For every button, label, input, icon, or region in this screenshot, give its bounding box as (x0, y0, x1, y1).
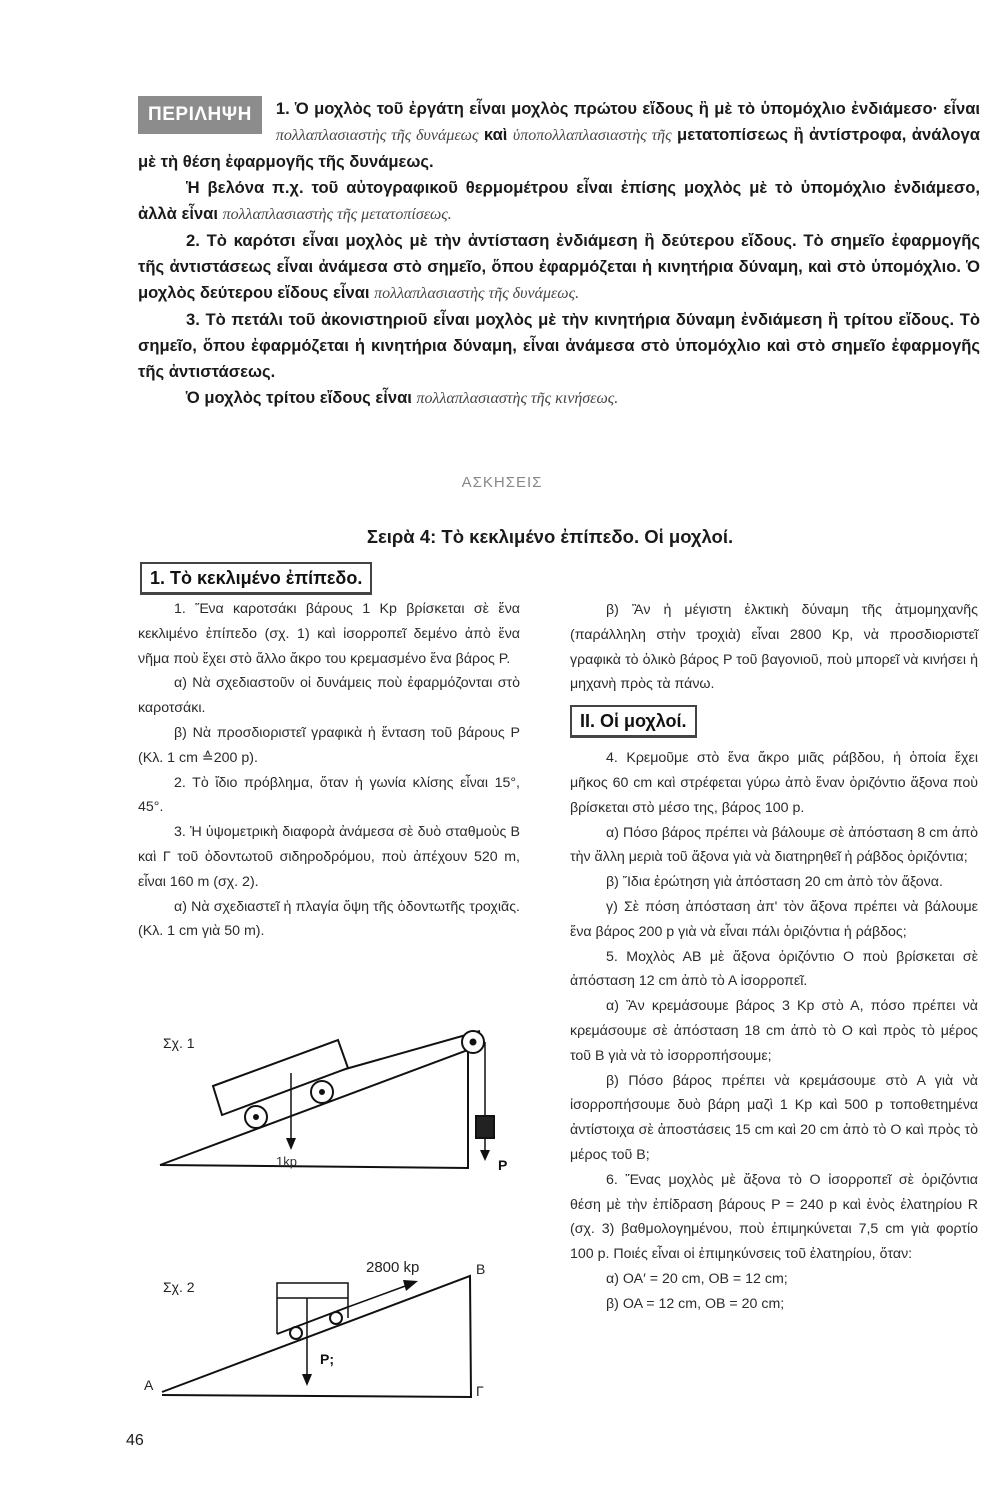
figure-2 (144, 1259, 485, 1399)
exercise-paragraph: α) Νὰ σχεδιαστοῦν οἱ δυνάμεις ποὺ ἐφαρμόζονται στὸ καροτσάκι. (138, 675, 520, 717)
exercise-paragraph: α) Ἂν κρεμάσουμε βάρος 3 Kp στὸ Α, πόσο πρέπει νὰ κρεμάσουμε σὲ ἀπόσταση 18 cm ἀπὸ τὸ Ο καὶ πρὸς τὸ μέρος τοῦ Β γιὰ νὰ τὸ ἰσορροπήσουμε; (570, 998, 978, 1064)
exercise-paragraph: 5. Μοχλὸς ΑΒ μὲ ἄξονα ὁριζόντιο Ο ποὺ βρίσκεται σὲ ἀπόσταση 12 cm ἀπὸ τὸ Α ἰσορροπεῖ. (570, 948, 978, 990)
summary-label: ΠΕΡΙΛΗΨΗ (138, 96, 262, 134)
summary-text: 1. Ὁ μοχλὸς τοῦ ἐργάτη εἶναι μοχλὸς πρώτου εἴδους ἢ μὲ τὸ ὑπομόχλιο ἐνδιάμεσο· εἶναι (275, 99, 980, 118)
figure-1 (160, 1031, 507, 1173)
hanging-weight (476, 1116, 494, 1138)
wagon-wheel (290, 1327, 302, 1339)
exercise-paragraph: α) Πόσο βάρος πρέπει νὰ βάλουμε σὲ ἀπόσταση 8 cm ἀπὸ τὴν ἄλλη μεριὰ τοῦ ἄξονα γιὰ νὰ διατηρηθεῖ ἡ ράβδος ὁριζόντια; (570, 824, 978, 866)
rope (335, 1031, 480, 1072)
exercise-paragraph: 1. Ἕνα καροτσάκι βάρους 1 Kp βρίσκεται σὲ ἕνα κεκλιμένο ἐπίπεδο (σχ. 1) καὶ ἰσορροπεῖ δεμένο ἀπὸ ἕνα νῆμα ποὺ ἔχει στὸ ἄλλο ἄκρο του κρεμασμένο ἕνα βάρος P. (138, 601, 520, 667)
emphasis-text: πολλαπλασιαστὴς τῆς κινήσεως. (416, 390, 619, 407)
exercise-paragraph: 6. Ἕνας μοχλὸς μὲ ἄξονα τὸ Ο ἰσορροπεῖ σὲ ὁριζόντια θέση μὲ τὴν ἐπίδραση βάρους P = 240 p καὶ ἑνὸς ἐλατηρίου R (σχ. 3) βαθμολογημένου, ποὺ ἐπιμηκύνεται 7,5 cm γιὰ φορτίο 100 p. Ποιές εἶναι οἱ ἐπιμηκύνσεις τοῦ ἐλατηρίου, ὅταν: (570, 1171, 978, 1263)
summary-text: Ἡ βελόνα π.χ. τοῦ αὐτογραφικοῦ θερμομέτρου εἶναι ἐπίσης μοχλὸς μὲ τὸ ὑπομόχλιο ἐνδιάμεσο, ἀλλὰ εἶναι (138, 178, 980, 223)
part2-heading: II. Οἱ μοχλοί. (570, 705, 697, 738)
emphasis-text: πολλαπλασιαστὴς τῆς μετατοπίσεως. (222, 206, 452, 223)
wagon-wheel (330, 1312, 342, 1324)
fig2-label: Σχ. 2 (163, 1279, 195, 1295)
exercise-paragraph: β) ΟΑ = 12 cm, ΟΒ = 20 cm; (606, 1295, 785, 1312)
exercise-paragraph: β) Νὰ προσδιοριστεῖ γραφικὰ ἡ ἔνταση τοῦ βάρους P (Κλ. 1 cm ≙200 p). (138, 724, 520, 766)
exercise-paragraph: α) ΟΑ′ = 20 cm, ΟΒ = 12 cm; (606, 1270, 788, 1287)
point-B: B (476, 1261, 486, 1277)
weight-label: 1kp (276, 1154, 297, 1169)
summary-text: καὶ (478, 125, 513, 144)
exercise-paragraph: β) Ἴδια ἐρώτηση γιὰ ἀπόσταση 20 cm ἀπὸ τὸν ἄξονα. (606, 874, 943, 891)
summary-text: 3. Τὸ πετάλι τοῦ ἀκονιστηριοῦ εἶναι μοχλὸς μὲ τὴν κινητήρια δύναμη ἐνδιάμεση ἢ τρίτου εἴδους. Τὸ σημεῖο, ὅπου ἐφαρμόζεται ἡ κινητήρια δύναμη, εἶναι ἀνάμεσα στὸ ὑπομόχλιο καὶ στὸ σημεῖο ἐφαρμογῆς τῆς ἀντιστάσεως. (138, 310, 980, 381)
summary-text: 2. Τὸ καρότσι εἶναι μοχλὸς μὲ τὴν ἀντίσταση ἐνδιάμεση ἢ δεύτερου εἴδους. Τὸ σημεῖο ἐφαρμογῆς τῆς ἀντιστάσεως εἶναι ἀνάμεσα στὸ σημεῖο, ὅπου ἐφαρμόζεται ἡ κινητήρια δύναμη, καὶ στὸ ὑπομόχλιο. Ὁ μοχλὸς δεύτερου εἴδους εἶναι (138, 231, 980, 302)
force-label: 2800 kp (366, 1259, 420, 1276)
P-label: P (498, 1157, 508, 1173)
exercise-paragraph: α) Νὰ σχεδιαστεῖ ἡ πλαγία ὄψη τῆς ὀδοντωτῆς τροχιᾶς. (Κλ. 1 cm γιὰ 50 m). (138, 898, 520, 940)
summary-text: Ὁ μοχλὸς τρίτου εἴδους εἶναι (186, 388, 417, 407)
point-G: Γ (476, 1383, 484, 1399)
point-A: A (144, 1377, 154, 1393)
series-title: Σειρὰ 4: Τὸ κεκλιμένο ἐπίπεδο. Οἱ μοχλοί. (366, 526, 734, 547)
exercise-paragraph: 4. Κρεμοῦμε στὸ ἕνα ἄκρο μιᾶς ράβδου, ἡ ὁποία ἔχει μῆκος 60 cm καὶ στρέφεται γύρω ἀπὸ ἕναν ὁριζόντιο ἄξονα ποὺ βρίσκεται στὸ μέσο της, βάρος 100 p. (570, 750, 978, 816)
part1-heading: 1. Τὸ κεκλιμένο ἐπίπεδο. (140, 562, 372, 595)
exercises-title: ΑΣΚΗΣΕΙΣ (461, 474, 543, 491)
exercise-paragraph: β) Ἂν ἡ μέγιστη ἑλκτικὴ δύναμη τῆς ἀτμομηχανῆς (παράλληλη στὴν τροχιὰ) εἶναι 2800 Kp, νὰ προσδιοριστεῖ γραφικὰ τὸ ὁλικὸ βάρος P τοῦ βαγονιοῦ, ποὺ μπορεῖ νὰ κινήσει ἡ μηχανὴ πρὸς τὰ πάνω. (570, 602, 978, 693)
exercise-paragraph: 2. Τὸ ἴδιο πρόβλημα, ὅταν ἡ γωνία κλίσης εἶναι 15°, 45°. (138, 774, 520, 816)
cart (213, 1040, 348, 1115)
P-question-label: P; (320, 1351, 334, 1367)
emphasis-text: ὑποπολλαπλασιαστὴς τῆς (512, 127, 672, 144)
fig1-label: Σχ. 1 (163, 1035, 195, 1051)
emphasis-text: πολλαπλασιαστὴς τῆς δυνάμεως (275, 127, 479, 144)
emphasis-text: πολλαπλασιαστὴς τῆς δυνάμεως. (374, 285, 580, 302)
exercise-paragraph: γ) Σὲ πόση ἀπόσταση ἀπ' τὸν ἄξονα πρέπει νὰ βάλουμε ἕνα βάρος 200 p γιὰ νὰ εἶναι πάλι ὁριζόντια ἡ ράβδος; (570, 898, 978, 940)
summary-text: μετατοπίσεως ἢ ἀντίστροφα, ἀνάλογα μὲ τὴ θέση ἐφαρμογῆς τῆς δυνάμεως. (138, 125, 980, 171)
page-number: 46 (126, 1432, 144, 1449)
exercise-paragraph: β) Πόσο βάρος πρέπει νὰ κρεμάσουμε στὸ Α γιὰ νὰ ἰσορροπήσουμε δυὸ βάρη μαζὶ 1 Kp καὶ 500 p τοποθετημένα ἀντίστοιχα σὲ ἀποστάσεις 15 cm καὶ 20 cm ἀπὸ τὸ Ο καὶ πρὸς τὸ μέρος τοῦ Β; (570, 1072, 978, 1163)
exercise-paragraph: 3. Ἡ ὑψομετρικὴ διαφορὰ ἀνάμεσα σὲ δυὸ σταθμοὺς Β καὶ Γ τοῦ ὀδοντωτοῦ σιδηροδρόμου, ποὺ ἀπέχουν 520 m, εἶναι 160 m (σχ. 2). (138, 824, 520, 890)
